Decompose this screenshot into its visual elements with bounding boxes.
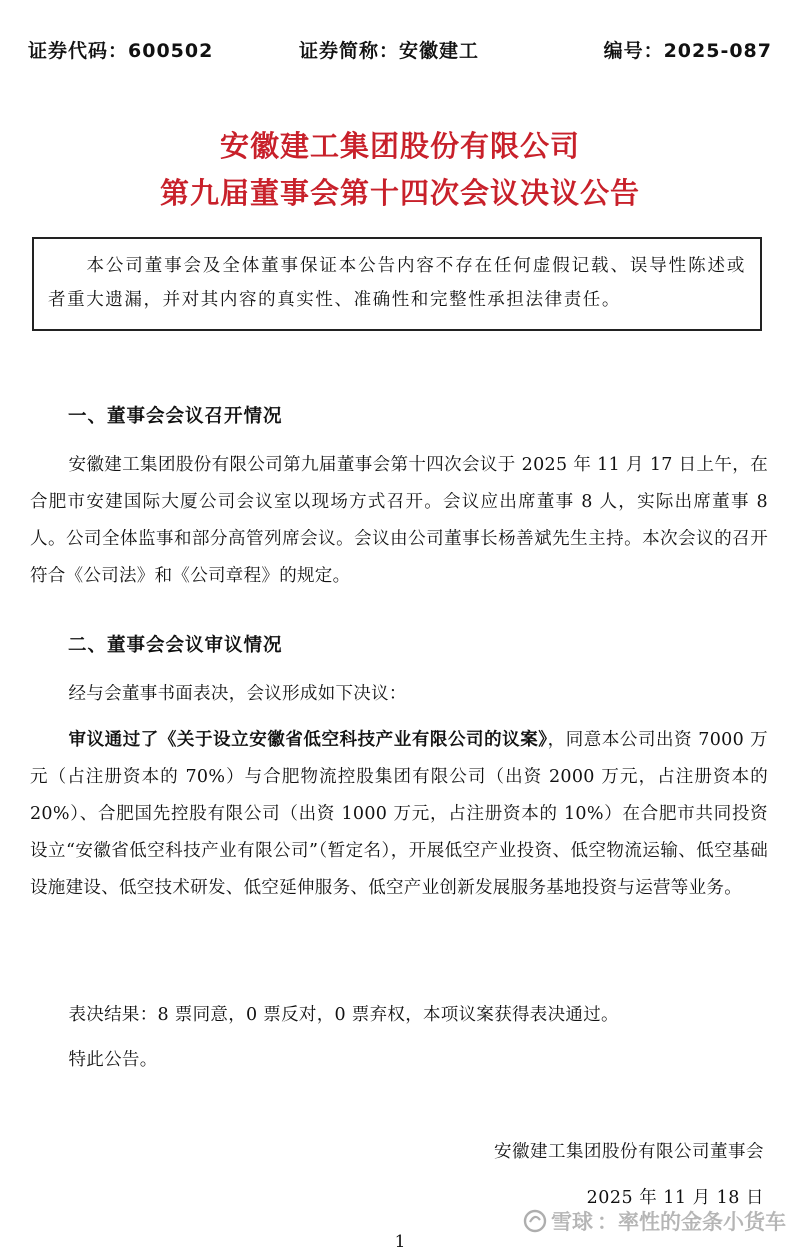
disclaimer-box: 本公司董事会及全体董事保证本公告内容不存在任何虚假记载、误导性陈述或者重大遗漏，并对其内容的真实性、准确性和完整性承担法律责任。 xyxy=(32,237,762,331)
resolution-paragraph xyxy=(30,722,768,907)
stock-code: 证券代码：600502 xyxy=(28,40,214,62)
signature-organization: 安徽建工集团股份有限公司董事会 xyxy=(494,1142,764,1162)
meeting-paragraph: 安徽建工集团股份有限公司第九届董事会第十四次会议于 2025 年 11 月 17 日上午，在合肥市安建国际大厦公司会议室以现场方式召开。会议应出席董事 8 人，实际出席董事 8 人。公司全体监事和部分高管列席会议。会议由公司董事长杨善斌先生主持。本次会议的召开符合《公司法》和《公司章程》的规定。 xyxy=(30,455,768,586)
section-heading-meeting: 一、董事会会议召开情况 xyxy=(68,406,283,427)
document-header xyxy=(28,36,772,68)
stock-abbreviation: 证券简称：安徽建工 xyxy=(299,40,480,62)
announcement-title: 第九届董事会第十四次会议决议公告 xyxy=(159,176,640,210)
page-number: 1 xyxy=(394,1232,406,1252)
watermark-author: ：率性的金条小货车 xyxy=(597,1210,786,1234)
snowball-logo-icon xyxy=(523,1209,547,1233)
document-number: 编号：2025-087 xyxy=(603,40,772,62)
resolution-intro: 经与会董事书面表决，会议形成如下决议： xyxy=(68,684,407,704)
resolution-title: 审议通过了《关于设立安徽省低空科技产业有限公司的议案》 xyxy=(68,730,548,750)
section-heading-review: 二、董事会会议审议情况 xyxy=(68,635,283,656)
closing-statement: 特此公告。 xyxy=(68,1050,158,1070)
watermark-brand: 雪球 xyxy=(551,1210,593,1234)
company-title: 安徽建工集团股份有限公司 xyxy=(219,129,580,163)
resolution-detail: ，同意本公司出资 7000 万元（占注册资本的 70%）与合肥物流控股集团有限公司（出资 2000 万元，占注册资本的 20%）、合肥国先控股有限公司（出资 1000 万元，占注册资本的 10%）在合肥市共同投资设立“安徽省低空科技产业有限公司”（暂定名），开展低空产业投资、低空物流运输、低空基础设施建设、低空技术研发、低空延伸服务、低空产业创新发展服务基地投资与运营等业务。 xyxy=(30,730,768,898)
signature-date: 2025 年 11 月 18 日 xyxy=(586,1188,764,1208)
vote-result: 表决结果：8 票同意，0 票反对，0 票弃权，本项议案获得表决通过。 xyxy=(68,1005,619,1025)
